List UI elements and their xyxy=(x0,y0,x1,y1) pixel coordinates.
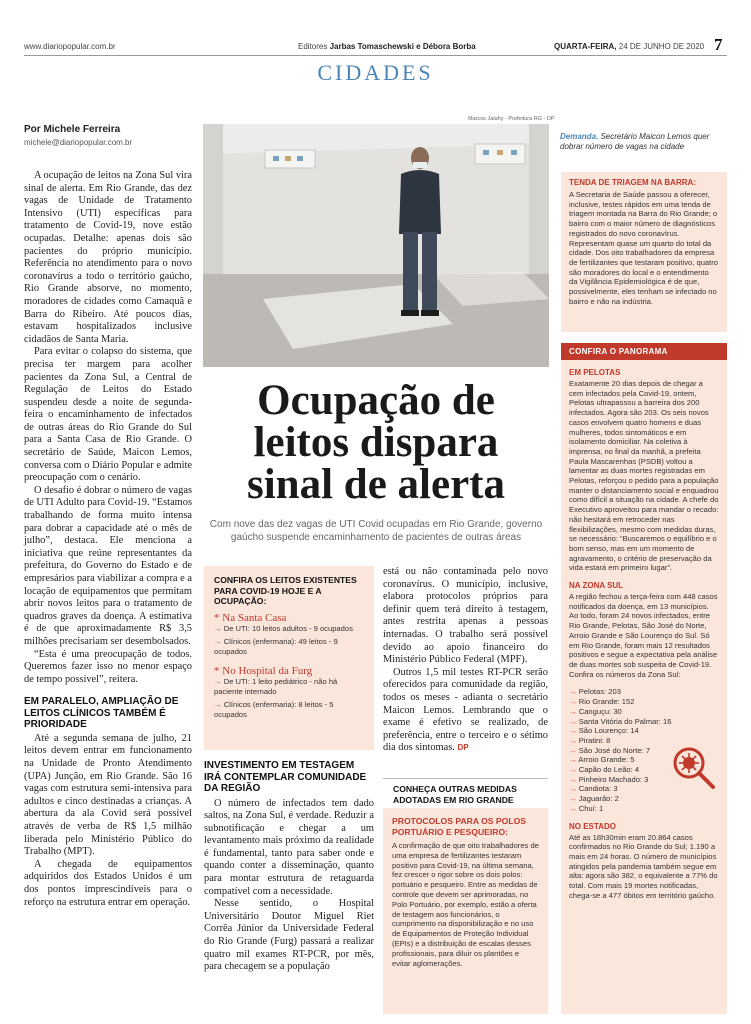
editors-prefix: Editores xyxy=(298,42,330,51)
asterisk-icon: * xyxy=(214,611,223,624)
headline: Ocupação de leitos dispara sinal de alerta xyxy=(247,377,505,508)
panorama-title: CONFIRA O PANORAMA xyxy=(561,343,727,360)
panorama-box xyxy=(561,343,727,1014)
photo-credit: Marcos Jalahy - Prefeitura RG - DP xyxy=(468,116,555,122)
paragraph-text: Outros 1,5 mil testes RT-PCR serão oferecidos para comunidade da região, todos os meses - adianta o secretário Maicon Lemos. Lembrando que o exame é efetivo se realizado, de preferência, entre o terceiro e o sétimo dia dos sintomas. xyxy=(383,666,548,754)
date-day: QUARTA-FEIRA, xyxy=(554,42,617,51)
signoff: DP xyxy=(457,743,469,753)
case-text: São José do Norte: 7 xyxy=(578,745,651,755)
hospital-room-illustration xyxy=(203,124,549,367)
arrow-right-icon: → xyxy=(214,676,224,686)
zona-sul-text: A região fechou a terça-feira com 448 casos notificados da doença, em 13 municípios. Ao todo, foram 24 novos infectados, entre Rio Grande, Pelotas, São José do Norte, Arroio Grande e São Lourenço do Sul. Só em Rio Grande, foram mais 12 resultados positivos e segue a expectativa pela análise de duas mortes sob suspeita de Covid-19. Confira os números da Zona Sul: xyxy=(569,592,718,679)
list-item xyxy=(569,707,719,717)
asterisk-icon: * xyxy=(214,664,223,677)
deck: Com nove das dez vagas de UTI Covid ocupadas em Rio Grande, governo gaúcho suspende encaminhamento de pacientes de outras áreas xyxy=(209,519,543,543)
case-text: Piratini: 8 xyxy=(578,735,611,745)
arrow-right-icon: → xyxy=(569,716,579,726)
arrow-right-icon: → xyxy=(569,794,579,804)
paragraph: Para evitar o colapso do sistema, que precisa ter margem para acolher pacientes da Zona Sul, a Central de Regulação de Leitos do Estado suspendeu desde a noite de segunda-feira o encaminhamento de infectados de outras áreas do Rio Grande do Sul para a Santa Casa de Rio Grande. O secretário de Saúde, Maicon Lemos, conversa com o Diário Popular e admite preocupação com o cenário. xyxy=(24,346,192,484)
case-text: Pelotas: 203 xyxy=(578,687,621,697)
column-3 xyxy=(383,566,548,755)
santa-casa-title xyxy=(214,612,364,624)
list-item xyxy=(214,700,364,720)
case-text: Candiota: 3 xyxy=(578,784,618,794)
editors-line xyxy=(298,42,476,51)
divider xyxy=(383,778,548,779)
paragraph: A ocupação de leitos na Zona Sul vira sinal de alerta. Em Rio Grande, das dez vagas de Unidade de Tratamento Intensivo (UTI) específicas para tratamento de Covid-19, nove estão ocupadas. Detalhe: apenas dois são pacientes do próprio município. Referência no atendimento para o novo coronavírus a todo o território gaúcho, Rio Grande absorve, no momento, moradores de cidades como Camaquã e Barra do Ribeiro. Até poucos dias, estavam hospitalizados inclusive cidadãos de Santa Maria. xyxy=(24,170,192,345)
date-line xyxy=(554,42,704,51)
list-item xyxy=(569,717,719,727)
case-text: Santa Vitória do Palmar: 16 xyxy=(578,716,672,726)
site-url[interactable]: www.diariopopular.com.br xyxy=(24,42,116,51)
tenda-text: A Secretaria de Saúde passou a oferecer, inclusive, testes rápidos em uma tenda de triagem montada na Barra do Rio Grande; o bairro com o maior número de diagnósticos registrados do novo coronavírus. Representam quase um quarto do total da cidade. Dos oito trabalhadores da empresa de fertilizantes que testaram positivo, quatro são moradores do local e o entendimento da Vigilância Epidemiológica é de que, possivelmente, eles tenham se infectado no bairro e não na indústria. xyxy=(569,190,719,306)
zona-sul-title: NA ZONA SUL xyxy=(569,581,624,591)
article-photo xyxy=(203,124,549,367)
list-item-text: Clínicos (enfermaria): 8 leitos - 5 ocupados xyxy=(214,699,334,719)
measures-title: CONHEÇA OUTRAS MEDIDAS ADOTADAS EM RIO GRANDE xyxy=(393,784,517,805)
estado-title: NO ESTADO xyxy=(569,821,616,831)
case-text: São Lourenço: 14 xyxy=(578,726,639,736)
paragraph: “Esta é uma preocupação de todos. Queremos fazer isso no menor espaço de tempo possível”, reitera. xyxy=(24,648,192,685)
arrow-right-icon: → xyxy=(569,726,579,736)
tenda-title: TENDA DE TRIAGEM NA BARRA: xyxy=(569,178,696,187)
arrow-right-icon: → xyxy=(569,706,579,716)
byline-email[interactable]: michele@diariopopular.com.br xyxy=(24,138,133,147)
cases-list xyxy=(569,687,719,813)
list-item-text: Clínicos (enfermaria): 49 leitos - 9 ocupados xyxy=(214,636,338,656)
list-item xyxy=(569,726,719,736)
paragraph xyxy=(383,667,548,755)
arrow-right-icon: → xyxy=(214,636,224,646)
list-item-text: De UTI: 10 leitos adultos - 9 ocupados xyxy=(223,623,353,633)
paragraph: O desafio é dobrar o número de vagas de UTI Adulto para Covid-19. “Estamos trabalhando de forma muito intensa para dobrar a capacidade até o mês de julho”, destaca. Ele menciona a iniciativa que reúne representantes da prefeitura, do Governo do Estado e de empresários para viabilizar a compra e a locação de equipamentos que permitam abrir novos leitos para o tratamento de quadros graves da doença. A estimativa é de que aproximadamente R$ 3,5 milhões precisariam ser desembolsados. xyxy=(24,484,192,647)
arrow-right-icon: → xyxy=(569,687,579,697)
arrow-right-icon: → xyxy=(569,765,579,775)
column-1 xyxy=(24,170,192,909)
case-text: Chuí: 1 xyxy=(578,803,604,813)
furg-title xyxy=(214,665,364,677)
protocol-text: A confirmação de que oito trabalhadores de uma empresa de fertilizantes testaram positivo para Covid-19, na última semana, fez crescer o rigor sobre os dois polos: portuário e pesqueiro. Entre as medidas de controle que devem ser aprimoradas, no Polo Portuário, por exemplo, estão a oferta de testagem aos funcionários, o cumprimento na disponibilização e no uso de Equipamentos de Proteção Individual (EPIs) e a distribuição de escalas desses profissionais, para diluir os plantões e evitar aglomerações. xyxy=(392,841,539,968)
paragraph: O número de infectados tem dado saltos, na Zona Sul, é verdade. Reduzir a subnotificação e chegar a um levantamento mais próximo da realidade é fundamental, tanto para saber onde e quando conter a disseminação, quanto para montar estrutura de retaguarda compatível com a necessidade. xyxy=(204,797,374,897)
virus-magnifier-icon xyxy=(669,743,717,791)
tenda-box xyxy=(561,172,727,332)
date-rest: 24 DE JUNHO DE 2020 xyxy=(616,42,705,51)
case-text: Jaguarão: 2 xyxy=(578,794,619,804)
furg-label: No Hospital da Furg xyxy=(222,664,313,677)
list-item xyxy=(569,697,719,707)
leitos-box xyxy=(204,566,374,750)
arrow-right-icon: → xyxy=(214,699,224,709)
caption-text: Secretário Maicon Lemos quer dobrar número de vagas na cidade xyxy=(560,132,710,151)
section-title: CIDADES xyxy=(317,60,434,85)
arrow-right-icon: → xyxy=(569,745,579,755)
protocol-box xyxy=(383,808,548,1014)
paragraph: A chegada de equipamentos adquiridos dos Estados Unidos é um dos pontos imprescindíveis para o reforço na estrutura entrar em operação. xyxy=(24,858,192,908)
paragraph: está ou não contaminada pelo novo coronavírus. O município, inclusive, elabora protocolos próprios para definir quem terá direito à testagem, antes restrita apenas a pessoas internadas. O trabalho será possível devido ao apoio financeiro do Ministério Público Federal (MPF). xyxy=(383,566,548,666)
case-text: Arroio Grande: 5 xyxy=(578,755,635,765)
arrow-right-icon: → xyxy=(214,623,224,633)
leitos-box-title: CONFIRA OS LEITOS EXISTENTES PARA COVID-19 HOJE E A OCUPAÇÃO: xyxy=(214,575,357,606)
arrow-right-icon: → xyxy=(569,803,579,813)
header-rule xyxy=(24,55,727,56)
case-text: Canguçu: 30 xyxy=(578,706,622,716)
arrow-right-icon: → xyxy=(569,774,579,784)
case-text: Capão do Leão: 4 xyxy=(578,765,640,775)
pelotas-text: Exatamente 20 dias depois de chegar a cem infectados pela Covid-19, ontem, Pelotas ultrapassou a barreira dos 200 infectados. Agora são 203. Os seis novos casos envolvem quatro homens e duas mulheres, todos sintomáticos e em isolamento domiciliar. Na coletiva à imprensa, no final da manhã, a prefeita Paula Mascarenhas (PSDB) voltou a lamentar as duas mortes registradas em Pelotas, reforçou o pedido para a população manter o distanciamento social e enquadrou como difícil a situação na cidade. A chefe do Executivo aproveitou para mandar o recado: não hesitará em retroceder nas flexibilizações, mesmo com medidas duras, se necessário: “Buscaremos o equilíbrio e o bom senso, mas em um momento de agravamento, o critério de preservação da vida estará em primeiro lugar”. xyxy=(569,379,719,573)
paragraph: Nesse sentido, o Hospital Universitário Doutor Miguel Riet Corrêa Júnior da Universidade Federal do Rio Grande (Furg) passará a realizar quatro mil exames RT-PCR, por mês, para checagem se a população xyxy=(204,898,374,973)
case-text: Pinheiro Machado: 3 xyxy=(578,774,649,784)
list-item xyxy=(569,687,719,697)
list-item-text: De UTI: 1 leito pediátrico - não há paciente internado xyxy=(214,676,338,696)
list-item xyxy=(214,624,364,634)
list-item xyxy=(214,677,364,697)
arrow-right-icon: → xyxy=(569,755,579,765)
byline-author: Por Michele Ferreira xyxy=(24,124,121,135)
caption-label: Demanda. xyxy=(560,132,599,141)
arrow-right-icon: → xyxy=(569,735,579,745)
case-text: Rio Grande: 152 xyxy=(578,697,635,707)
photo-caption xyxy=(560,132,730,152)
list-item xyxy=(569,804,719,814)
pelotas-title: EM PELOTAS xyxy=(569,368,621,377)
subhead-leitos-clinicos: EM PARALELO, AMPLIAÇÃO DE LEITOS CLÍNICOS TAMBÉM É PRIORIDADE xyxy=(24,696,179,731)
santa-casa-label: Na Santa Casa xyxy=(222,611,287,624)
column-2 xyxy=(204,760,374,974)
arrow-right-icon: → xyxy=(569,784,579,794)
list-item xyxy=(214,637,364,657)
estado-text: Até as 18h30min eram 20.864 casos confirmados no Rio Grande do Sul; 1.190 a mais em 24 horas. O número de municípios atingidos pela pandemia também segue em alta: agora são 382, o equivalente a 77% do total. Com mais 19 mortes notificadas, chega-se a 477 óbitos em território gaúcho. xyxy=(569,832,718,900)
page-number: 7 xyxy=(714,35,723,54)
protocol-title: PROTOCOLOS PARA OS POLOS PORTUÁRIO E PESQUEIRO: xyxy=(392,816,527,837)
subhead-testagem: INVESTIMENTO EM TESTAGEM IRÁ CONTEMPLAR COMUNIDADE DA REGIÃO xyxy=(204,760,367,794)
list-item xyxy=(569,794,719,804)
paragraph: Até a segunda semana de julho, 21 leitos devem entrar em funcionamento na Unidade de Pronto Atendimento (UPA) Junção, em Rio Grande. São 16 vagas com estrutura semi-intensiva para adultos e cinco destinadas a crianças. A abertura da ala Covid será possível através de verba de R$ 1,5 milhão liberada pelo Ministério Público do Trabalho (MPT). xyxy=(24,732,192,858)
arrow-right-icon: → xyxy=(569,697,579,707)
editors-names: Jarbas Tomaschewski e Débora Borba xyxy=(329,42,476,51)
